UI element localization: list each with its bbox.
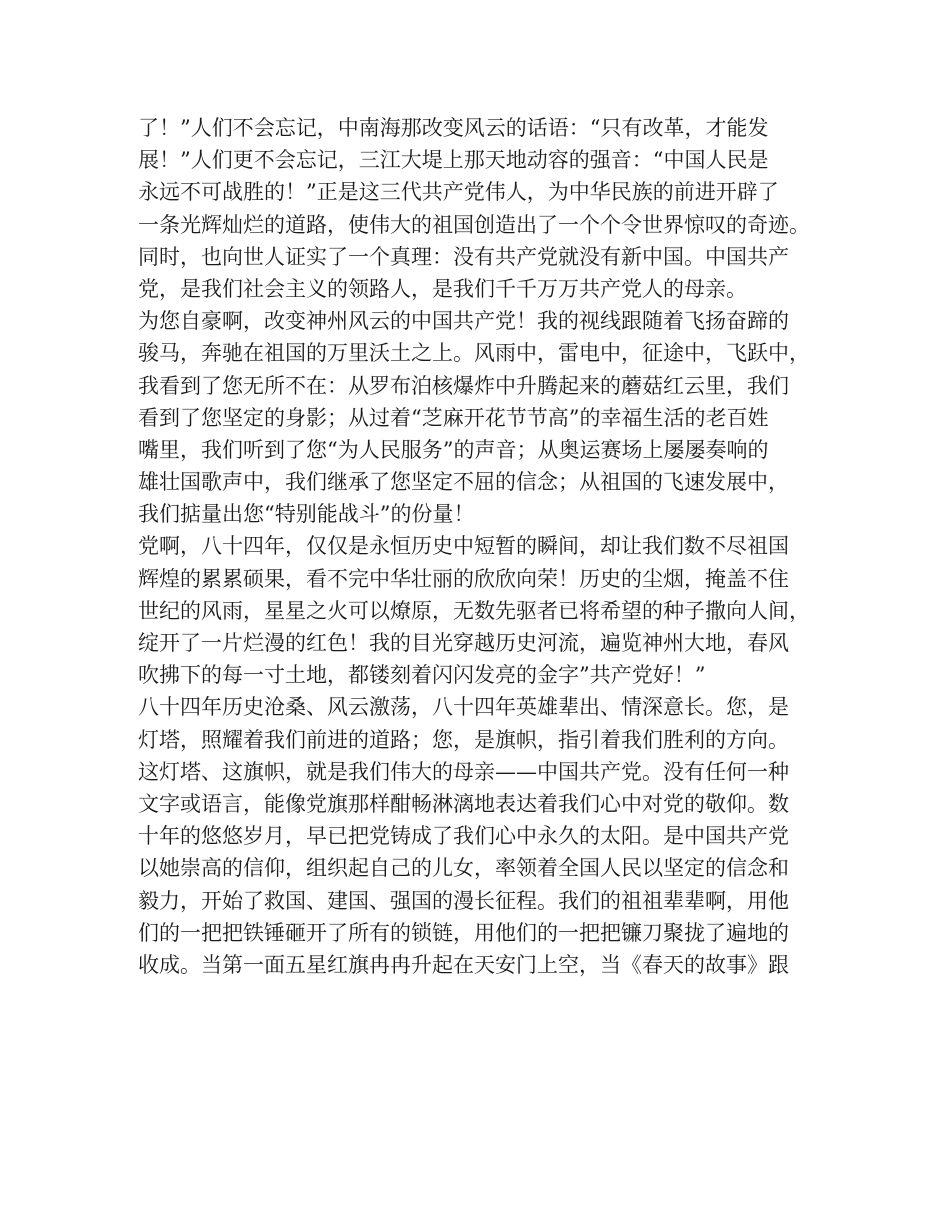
text-line: 十年的悠悠岁月，早已把党铸成了我们心中永久的太阳。是中国共产党: [138, 824, 789, 849]
text-line: 展！”人们更不会忘记，三江大堤上那天地动容的强音：“中国人民是: [138, 148, 769, 173]
text-line: 一条光辉灿烂的道路，使伟大的祖国创造出了一个个令世界惊叹的奇迹。: [138, 212, 810, 237]
text-line: 辉煌的累累硕果，看不完中华壮丽的欣欣向荣！历史的尘烟，掩盖不住: [138, 566, 789, 591]
text-line: 看到了您坚定的身影；从过着“芝麻开花节节高”的幸福生活的老百姓: [138, 405, 769, 430]
text-line: 雄壮国歌声中，我们继承了您坚定不屈的信念；从祖国的飞速发展中，: [138, 470, 789, 495]
text-line: 骏马，奔驰在祖国的万里沃土之上。风雨中，雷电中，征途中，飞跃中，: [138, 341, 810, 366]
text-line: 八十四年历史沧桑、风云激荡，八十四年英雄辈出、情深意长。您，是: [138, 695, 789, 720]
text-line: 世纪的风雨，星星之火可以燎原，无数先驱者已将希望的种子撒向人间，: [138, 598, 810, 623]
text-line: 我看到了您无所不在：从罗布泊核爆炸中升腾起来的蘑菇红云里，我们: [138, 373, 789, 398]
text-line: 嘴里，我们听到了您“为人民服务”的声音；从奥运赛场上屡屡奏响的: [138, 437, 769, 462]
text-line: 毅力，开始了救国、建国、强国的漫长征程。我们的祖祖辈辈啊，用他: [138, 888, 789, 913]
body-text: [138, 112, 828, 981]
text-line: 吹拂下的每一寸土地，都镂刻着闪闪发亮的金字”共产党好！”: [138, 663, 706, 688]
text-line: 灯塔，照耀着我们前进的道路；您，是旗帜，指引着我们胜利的方向。: [138, 727, 789, 752]
text-line: 收成。当第一面五星红旗冉冉升起在天安门上空，当《春天的故事》跟: [138, 952, 789, 977]
text-line: 党，是我们社会主义的领路人，是我们千千万万共产党人的母亲。: [138, 276, 747, 301]
text-line: 文字或语言，能像党旗那样酣畅淋漓地表达着我们心中对党的敬仰。数: [138, 791, 789, 816]
text-line: 同时，也向世人证实了一个真理：没有共产党就没有新中国。中国共产: [138, 244, 789, 269]
text-line: 这灯塔、这旗帜，就是我们伟大的母亲——中国共产党。没有任何一种: [138, 759, 789, 784]
text-line: 们的一把把铁锤砸开了所有的锁链，用他们的一把把镰刀聚拢了遍地的: [138, 920, 789, 945]
text-line: 了！”人们不会忘记，中南海那改变风云的话语：“只有改革，才能发: [138, 116, 769, 140]
text-line: 我们掂量出您“特别能战斗”的份量！: [138, 502, 475, 527]
text-line: 永远不可战胜的！”正是这三代共产党伟人，为中华民族的前进开辟了: [138, 180, 779, 205]
text-line: 绽开了一片烂漫的红色！我的目光穿越历史河流，遍览神州大地，春风: [138, 631, 789, 655]
text-line: 以她崇高的信仰，组织起自己的儿女，率领着全国人民以坚定的信念和: [138, 856, 789, 881]
text-line: 党啊，八十四年，仅仅是永恒历史中短暂的瞬间，却让我们数不尽祖国: [138, 534, 789, 559]
text-line: 为您自豪啊，改变神州风云的中国共产党！我的视线跟随着飞扬奋蹄的: [138, 309, 789, 334]
